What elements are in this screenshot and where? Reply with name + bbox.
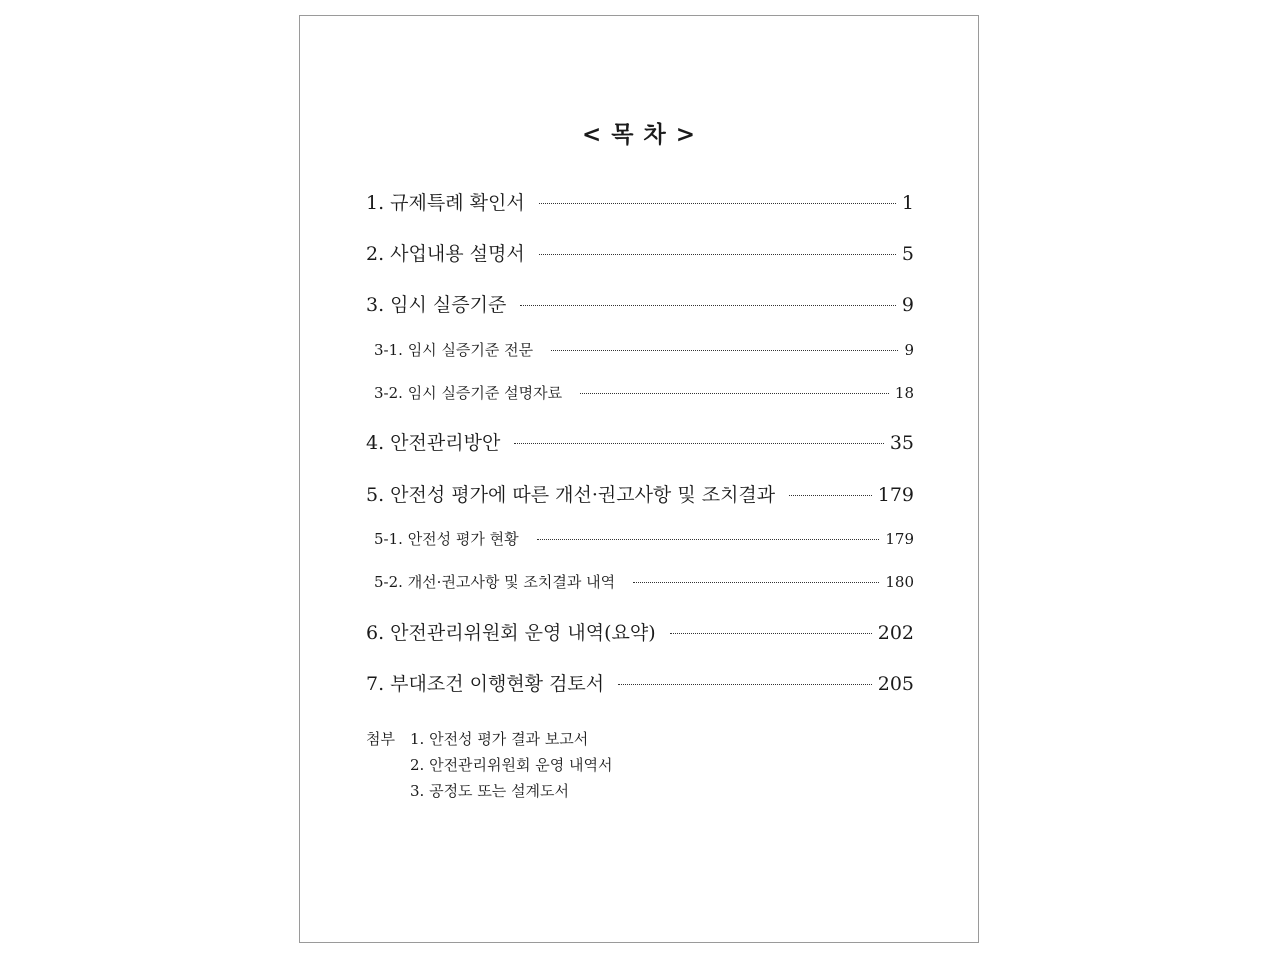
toc-entry-label: 2. 사업내용 설명서 [366,243,525,265]
toc-entry [366,480,914,507]
toc-entry-label: 3-1. 임시 실증기준 전문 [374,341,534,359]
toc-entry [366,669,914,696]
toc-leader-dots [514,443,884,444]
toc-subentry [374,571,914,592]
toc-entry-page: 205 [877,673,914,695]
toc-entry-page: 202 [877,622,914,644]
toc-leader-dots [670,633,872,634]
toc-entry-label: 3-2. 임시 실증기준 설명자료 [374,384,563,402]
toc-leader-dots [539,254,896,255]
toc-entry-page: 18 [894,384,914,402]
toc-leader-dots [520,305,896,306]
toc-entry-page: 9 [904,341,914,359]
attachments-first-line [366,728,588,749]
toc-entry-label: 3. 임시 실증기준 [366,294,507,316]
attachment-item: 1. 안전성 평가 결과 보고서 [410,730,589,748]
toc-entry [366,188,914,215]
toc-entry-label: 5-2. 개선·권고사항 및 조치결과 내역 [374,573,616,591]
toc-entry-label: 7. 부대조건 이행현황 검토서 [366,673,605,695]
toc-entry [366,428,914,455]
toc-subentry [374,528,914,549]
attachment-item: 2. 안전관리위원회 운영 내역서 [410,756,613,774]
toc-subentry [374,339,914,360]
toc-entry-page: 35 [889,432,914,454]
attachment-item: 3. 공정도 또는 설계도서 [410,782,570,800]
toc-entry-page: 179 [877,484,914,506]
toc-title: < 목 차 > [581,121,696,148]
toc-entry [366,618,914,645]
toc-entry [366,239,914,266]
toc-leader-dots [618,684,872,685]
toc-entry-page: 180 [885,573,914,591]
toc-leader-dots [580,393,889,394]
toc-leader-dots [537,539,880,540]
toc-leader-dots [539,203,896,204]
toc-leader-dots [633,582,879,583]
toc-entry-page: 9 [901,294,914,316]
toc-leader-dots [551,350,898,351]
toc-entry-label: 1. 규제특례 확인서 [366,192,525,214]
toc-entry-label: 5. 안전성 평가에 따른 개선·권고사항 및 조치결과 [366,484,776,506]
toc-entry [366,290,914,317]
attachments-heading: 첨부 [366,730,395,748]
toc-entry-label: 5-1. 안전성 평가 현황 [374,530,519,548]
toc-subentry [374,382,914,403]
toc-entry-page: 5 [901,243,914,265]
document-page [299,15,979,943]
toc-leader-dots [789,495,872,496]
toc-entry-label: 4. 안전관리방안 [366,432,501,454]
toc-entry-label: 6. 안전관리위원회 운영 내역(요약) [366,622,656,644]
toc-entry-page: 1 [901,192,914,214]
toc-entry-page: 179 [885,530,914,548]
